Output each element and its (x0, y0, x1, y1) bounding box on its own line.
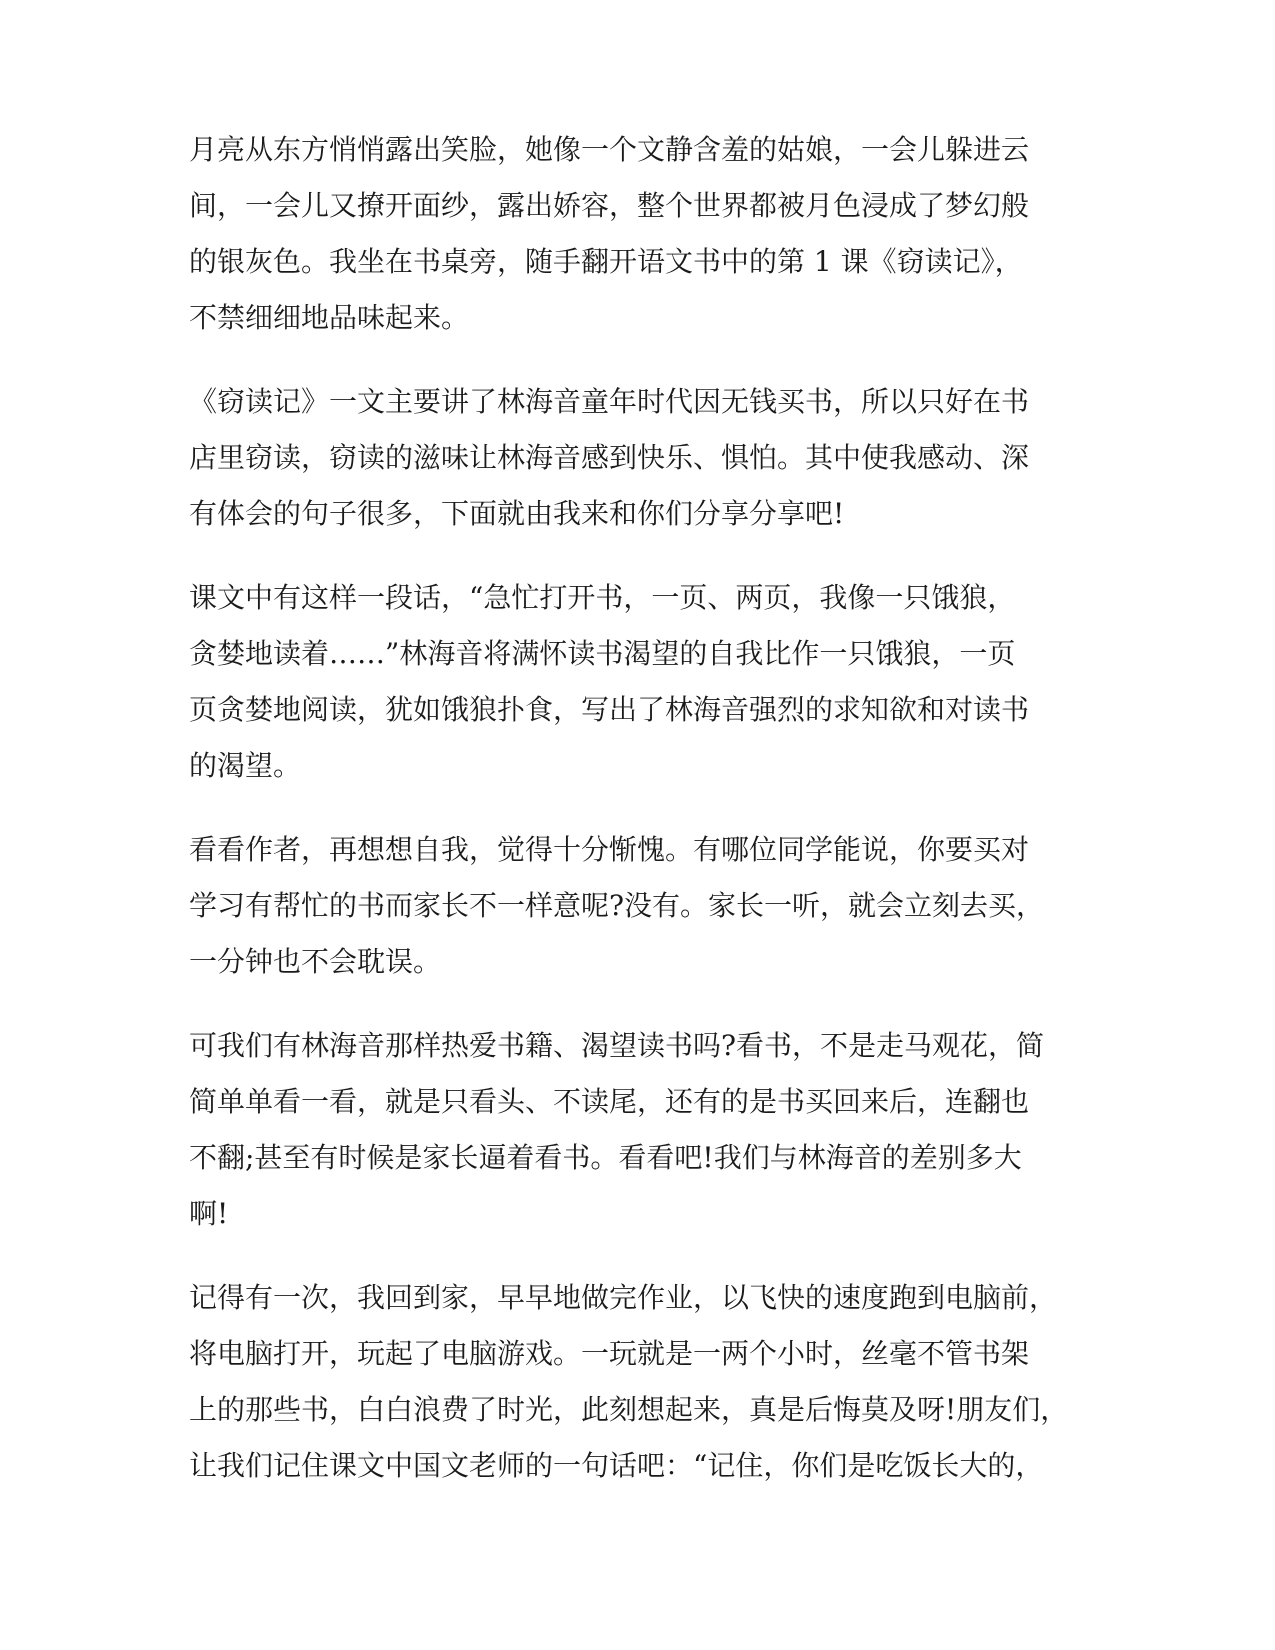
text-line: 《窃读记》一文主要讲了林海音童年时代因无钱买书，所以只好在书 (189, 385, 1030, 418)
text-line: 不翻;甚至有时候是家长逼着看书。看看吧!我们与林海音的差别多大 (189, 1141, 1022, 1174)
text-line: 简单单看一看，就是只看头、不读尾，还有的是书买回来后，连翻也 (189, 1085, 1030, 1118)
paragraph-2 (189, 374, 1119, 542)
text-line: 啊! (189, 1197, 229, 1230)
text-line: 页贪婪地阅读，犹如饿狼扑食，写出了林海音强烈的求知欲和对读书 (189, 693, 1030, 726)
text-line: 店里窃读，窃读的滋味让林海音感到快乐、惧怕。其中使我感动、深 (189, 441, 1030, 474)
text-line: 的渴望。 (189, 749, 302, 782)
paragraph-4 (189, 822, 1119, 990)
text-line: 间，一会儿又撩开面纱，露出娇容，整个世界都被月色浸成了梦幻般 (189, 189, 1030, 222)
text-line: 让我们记住课文中国文老师的一句话吧：“记住，你们是吃饭长大的， (189, 1449, 1044, 1482)
essay-body (189, 122, 1119, 1522)
text-line: 将电脑打开，玩起了电脑游戏。一玩就是一两个小时，丝毫不管书架 (189, 1337, 1030, 1370)
text-line: 月亮从东方悄悄露出笑脸，她像一个文静含羞的姑娘，一会儿躲进云 (189, 133, 1030, 166)
paragraph-3 (189, 570, 1119, 794)
text-line: 的银灰色。我坐在书桌旁，随手翻开语文书中的第 1 课《窃读记》， (189, 245, 1023, 278)
paragraph-1 (189, 122, 1119, 346)
text-line: 不禁细细地品味起来。 (189, 301, 470, 334)
text-line: 贪婪地读着……”林海音将满怀读书渴望的自我比作一只饿狼，一页 (189, 637, 1016, 670)
text-line: 看看作者，再想想自我，觉得十分惭愧。有哪位同学能说，你要买对 (189, 833, 1030, 866)
text-line: 学习有帮忙的书而家长不一样意呢?没有。家长一听，就会立刻去买， (189, 889, 1045, 922)
text-line: 上的那些书，白白浪费了时光，此刻想起来，真是后悔莫及呀!朋友们， (189, 1393, 1069, 1426)
paragraph-6 (189, 1270, 1119, 1494)
text-line: 可我们有林海音那样热爱书籍、渴望读书吗?看书，不是走马观花，简 (189, 1029, 1045, 1062)
text-line: 记得有一次，我回到家，早早地做完作业，以飞快的速度跑到电脑前， (189, 1281, 1058, 1314)
text-line: 有体会的句子很多，下面就由我来和你们分享分享吧! (189, 497, 845, 530)
text-line: 课文中有这样一段话，“急忙打开书，一页、两页，我像一只饿狼， (189, 581, 1016, 614)
text-line: 一分钟也不会耽误。 (189, 945, 442, 978)
paragraph-5 (189, 1018, 1119, 1242)
